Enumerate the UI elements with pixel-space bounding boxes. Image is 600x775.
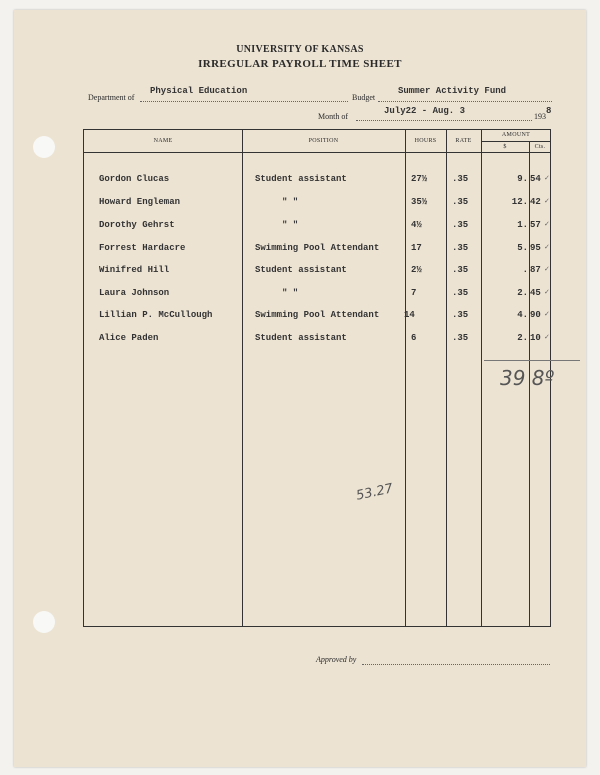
row-position: Student assistant [255, 333, 347, 343]
row-position: Student assistant [255, 174, 347, 184]
department-label: Department of [88, 93, 135, 102]
row-name: Howard Engleman [99, 197, 181, 207]
row-cents: 10 [530, 333, 541, 343]
row-rate: .35 [452, 197, 469, 207]
row-cents: 90 [530, 310, 541, 320]
row-rate: .35 [452, 333, 469, 343]
row-rate: .35 [452, 310, 469, 320]
approved-by-line [362, 664, 550, 665]
check-mark: ✓ [544, 265, 550, 273]
year-prefix: 193 [534, 112, 546, 121]
university-name: UNIVERSITY OF KANSAS [236, 44, 364, 55]
row-cents: 57 [530, 220, 541, 230]
handwritten-total: 39 8º [500, 366, 554, 390]
row-dollars: 2. [517, 288, 528, 298]
row-position: " " [282, 197, 299, 207]
department-underline [140, 101, 348, 102]
check-mark: ✓ [544, 197, 550, 205]
form-title: IRREGULAR PAYROLL TIME SHEET [198, 58, 402, 70]
row-position: " " [282, 288, 299, 298]
col-divider-name [242, 130, 243, 626]
row-hours: 2½ [411, 265, 422, 275]
col-header-amount: AMOUNT [501, 132, 531, 138]
month-label: Month of [318, 112, 348, 121]
check-mark: ✓ [544, 310, 550, 318]
row-hours: 6 [411, 333, 417, 343]
row-hours: 7 [411, 288, 417, 298]
approved-by-label: Approved by [316, 655, 357, 664]
row-name: Gordon Clucas [99, 174, 170, 184]
check-mark: ✓ [544, 220, 550, 228]
check-mark: ✓ [544, 174, 550, 182]
row-hours: 17 [411, 243, 422, 253]
amount-subheader-line [481, 141, 550, 142]
row-cents: 87 [530, 265, 541, 275]
year-suffix: 8 [546, 106, 552, 116]
row-rate: .35 [452, 220, 469, 230]
row-rate: .35 [452, 288, 469, 298]
punch-hole-top [33, 136, 55, 158]
col-header-position: POSITION [308, 138, 339, 144]
row-name: Alice Paden [99, 333, 159, 343]
row-position: Swimming Pool Attendant [255, 310, 380, 320]
row-dollars: 1. [517, 220, 528, 230]
row-hours: 27½ [411, 174, 428, 184]
row-dollars: . [522, 265, 528, 275]
row-rate: .35 [452, 243, 469, 253]
row-name: Laura Johnson [99, 288, 170, 298]
total-underline [484, 360, 580, 361]
row-cents: 95 [530, 243, 541, 253]
month-value: July22 - Aug. 3 [384, 106, 466, 116]
row-name: Winifred Hill [99, 265, 170, 275]
row-rate: .35 [452, 265, 469, 275]
col-header-dollars: $ [503, 144, 507, 150]
col-header-rate: RATE [455, 138, 472, 144]
row-cents: 45 [530, 288, 541, 298]
col-divider-hours [446, 130, 447, 626]
row-cents: 42 [530, 197, 541, 207]
month-underline [356, 120, 532, 121]
row-hours: 14 [404, 310, 415, 320]
row-dollars: 5. [517, 243, 528, 253]
punch-hole-bottom [33, 611, 55, 633]
row-dollars: 4. [517, 310, 528, 320]
row-dollars: 2. [517, 333, 528, 343]
check-mark: ✓ [544, 243, 550, 251]
row-dollars: 12. [511, 197, 528, 207]
row-cents: 54 [530, 174, 541, 184]
col-divider-position [405, 130, 406, 626]
row-position: Student assistant [255, 265, 347, 275]
col-divider-rate [481, 130, 482, 626]
row-name: Dorothy Gehrst [99, 220, 175, 230]
row-position: Swimming Pool Attendant [255, 243, 380, 253]
row-rate: .35 [452, 174, 469, 184]
row-name: Lillian P. McCullough [99, 310, 213, 320]
row-hours: 4½ [411, 220, 422, 230]
row-dollars: 9. [517, 174, 528, 184]
budget-label: Budget [352, 93, 376, 102]
budget-underline [378, 101, 552, 102]
col-header-name: NAME [153, 138, 173, 144]
row-name: Forrest Hardacre [99, 243, 186, 253]
col-header-cents: Cts. [534, 144, 546, 150]
department-value: Physical Education [150, 86, 248, 96]
col-header-hours: HOURS [414, 138, 437, 144]
row-position: " " [282, 220, 299, 230]
row-hours: 35½ [411, 197, 428, 207]
check-mark: ✓ [544, 333, 550, 341]
check-mark: ✓ [544, 288, 550, 296]
budget-value: Summer Activity Fund [398, 86, 507, 96]
handwritten-note: 53.27 [354, 481, 395, 504]
